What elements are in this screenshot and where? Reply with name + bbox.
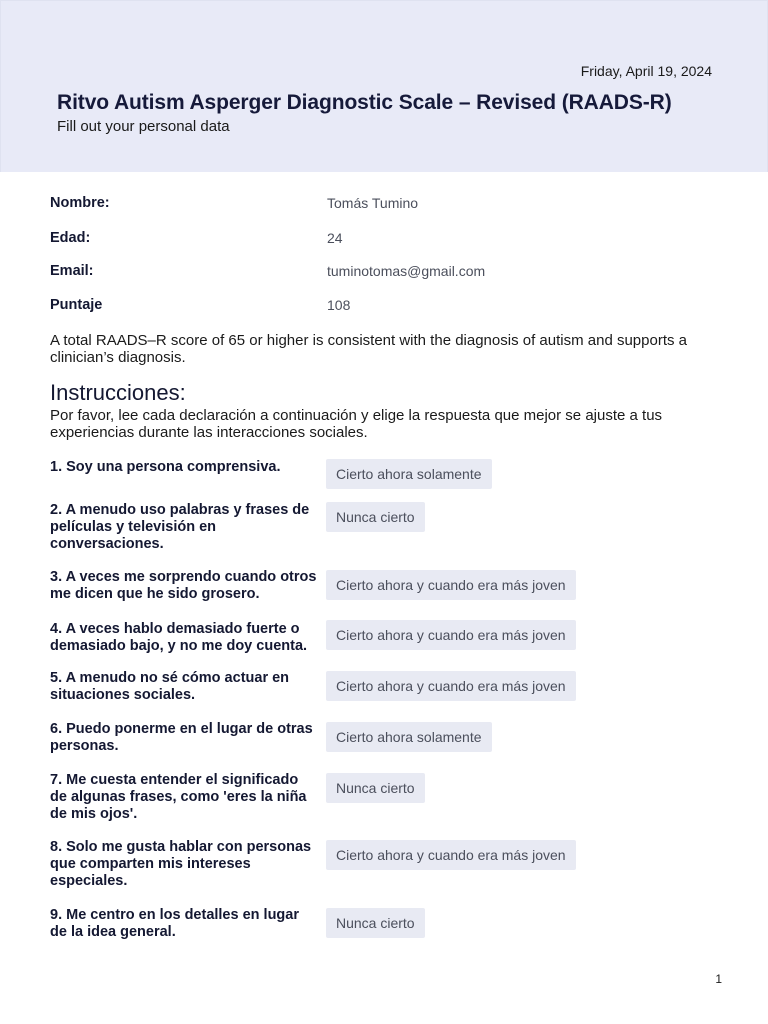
- name-label: Nombre:: [50, 195, 110, 211]
- email-value: tuminotomas@gmail.com: [327, 263, 486, 279]
- score-note: A total RAADS–R score of 65 or higher is consistent with the diagnosis of autism and supports a clinician’s diagnosis.: [50, 332, 688, 366]
- question-8: 8. Solo me gusta hablar con personas que comparten mis intereses especiales.: [50, 839, 312, 889]
- age-label: Edad:: [50, 230, 91, 246]
- answer-9: Nunca cierto: [326, 908, 425, 938]
- answer-7: Nunca cierto: [326, 773, 425, 803]
- name-value: Tomás Tumino: [327, 195, 419, 211]
- report-title: Ritvo Autism Asperger Diagnostic Scale – Revised (RAADS-R): [57, 91, 672, 114]
- question-6: 6. Puedo ponerme en el lugar de otras personas.: [50, 721, 313, 754]
- report-subtitle: Fill out your personal data: [57, 118, 230, 135]
- age-value: 24: [327, 230, 343, 246]
- question-3: 3. A veces me sorprendo cuando otros me dicen que he sido grosero.: [50, 569, 317, 602]
- instructions-text: Por favor, lee cada declaración a continuación y elige la respuesta que mejor se ajuste a tus experiencias durante las interacciones sociales.: [50, 407, 663, 441]
- question-7: 7. Me cuesta entender el significado de algunas frases, como 'eres la niña de mis ojos'.: [50, 772, 307, 822]
- answer-4: Cierto ahora y cuando era más joven: [326, 620, 576, 650]
- answer-2: Nunca cierto: [326, 502, 425, 532]
- instructions-title: Instrucciones:: [50, 380, 186, 405]
- question-1: 1. Soy una persona comprensiva.: [50, 459, 281, 475]
- score-label: Puntaje: [50, 297, 103, 313]
- page-number: 1: [715, 972, 722, 986]
- answer-8: Cierto ahora y cuando era más joven: [326, 840, 576, 870]
- question-4: 4. A veces hablo demasiado fuerte o demasiado bajo, y no me doy cuenta.: [50, 621, 308, 654]
- report-header: [0, 0, 768, 172]
- email-label: Email:: [50, 263, 94, 279]
- answer-5: Cierto ahora y cuando era más joven: [326, 671, 576, 701]
- answer-3: Cierto ahora y cuando era más joven: [326, 570, 576, 600]
- answer-1: Cierto ahora solamente: [326, 459, 492, 489]
- question-5: 5. A menudo no sé cómo actuar en situaciones sociales.: [50, 670, 290, 703]
- score-value: 108: [327, 297, 351, 313]
- question-9: 9. Me centro en los detalles en lugar de la idea general.: [50, 907, 299, 940]
- question-2: 2. A menudo uso palabras y frases de películas y televisión en conversaciones.: [50, 502, 310, 552]
- answer-6: Cierto ahora solamente: [326, 722, 492, 752]
- report-date: Friday, April 19, 2024: [580, 63, 712, 79]
